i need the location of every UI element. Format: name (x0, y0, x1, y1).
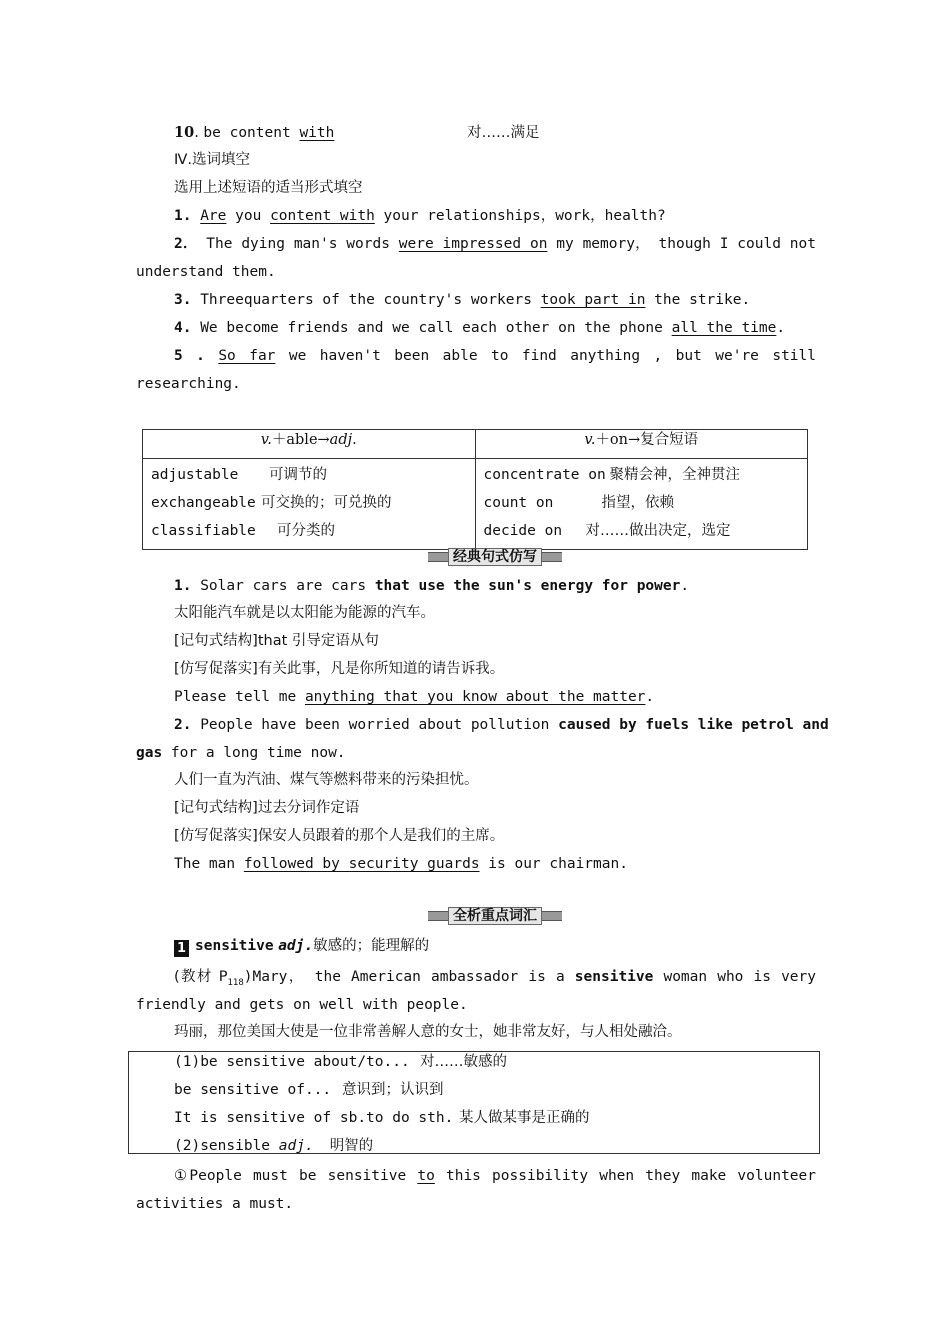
sentence-1-translation: 太阳能汽车就是以太阳能为能源的汽车。 (174, 605, 435, 621)
answer: all the time (671, 320, 777, 336)
section-banner: 全析重点词汇 (424, 907, 566, 925)
list-item: exchangeable 可交换的；可兑换的 (151, 495, 392, 511)
answer: Are (200, 208, 227, 224)
number-badge: 1 (174, 940, 189, 957)
section-heading: Ⅳ.选词填空 (174, 152, 250, 168)
list-item: concentrate on 聚精会神，全神贯注 (483, 467, 740, 483)
sentence-2-structure: [记句式结构]过去分词作定语 (174, 800, 360, 816)
usage-item: (1)be sensitive about/to... 对……敏感的 (174, 1054, 507, 1070)
sentence-1-structure: [记句式结构]that 引导定语从句 (174, 633, 379, 649)
question-4: 4. We become friends and we call each other on the phone all the time. (174, 320, 786, 336)
question-number: 2． (174, 236, 198, 252)
question-number: 3. (174, 292, 192, 308)
sentence-2-line-1: 2. People have been worried about pollution caused by fuels like petrol and (174, 717, 829, 733)
sentence-2-line-2: gas for a long time now. (136, 745, 346, 761)
answer: took part in (540, 292, 646, 308)
item-number: 10 (174, 124, 195, 141)
sentence-1-practice: [仿写促落实]有关此事，凡是你所知道的请告诉我。 (174, 661, 505, 677)
on-phrases-cell (475, 459, 808, 550)
question-3: 3. Threequarters of the country's workers took part in the strike. (174, 292, 751, 308)
vocab-translation: 玛丽，那位美国大使是一位非常善解人意的女士，她非常友好，与人相处融洽。 (174, 1024, 682, 1040)
vocab-example-line-2: friendly and gets on well with people. (136, 997, 468, 1013)
answer: followed by security guards (243, 856, 480, 872)
question-number: 4. (174, 320, 192, 336)
answer: So far (218, 348, 276, 364)
list-item: classifiable 可分类的 (151, 523, 335, 539)
table-header-on: v.＋on→复合短语 (475, 430, 808, 459)
list-item: decide on 对……做出决定，选定 (483, 523, 731, 539)
usage-item: (2)sensible adj. 明智的 (174, 1138, 374, 1154)
word-formation-table (142, 429, 808, 550)
sentence-2-translation: 人们一直为汽油、煤气等燃料带来的污染担忧。 (174, 772, 479, 788)
exercise-line-2: activities a must. (136, 1196, 294, 1212)
item-10-meaning: 对……满足 (467, 125, 540, 141)
answer: with (299, 125, 335, 141)
able-words-cell (143, 459, 476, 550)
question-2-line-2: understand them. (136, 264, 276, 280)
table-header-able: v.＋able→adj. (143, 430, 476, 459)
answer: anything that you know about the matter (304, 689, 646, 705)
question-1: 1. Are you content with your relationships，work，health? (174, 208, 666, 224)
answer: were impressed on (398, 236, 548, 252)
sentence-1: 1. Solar cars are cars that use the sun's energy for power. (174, 578, 690, 594)
vocab-example-line-1: (教材 $P_{118})Mary$， the American ambassador is a sensitive woman who is very (174, 969, 816, 988)
answer: content with (270, 208, 375, 224)
vocab-entry-heading: 1 sensitive adj.敏感的；能理解的 (174, 936, 429, 957)
phrase-text: be content (203, 125, 300, 141)
question-number: 1. (174, 208, 192, 224)
exercise-line-1: ①People must be sensitive to this possibility when they make volunteer (174, 1168, 816, 1184)
question-2-line-1: 2． The dying man's words were impressed on my memory， though I could not (174, 236, 816, 252)
sentence-2-practice: [仿写促落实]保安人员跟着的那个人是我们的主席。 (174, 828, 505, 844)
item-10: 10. be content with (174, 124, 335, 141)
question-5-line-1: 5 . So far we haven't been able to find anything , but we're still (174, 348, 816, 364)
answer: to (417, 1168, 435, 1184)
sentence-1-answer: Please tell me anything that you know about the matter. (174, 689, 655, 705)
usage-item: be sensitive of... 意识到；认识到 (174, 1082, 444, 1098)
question-number: 5 . (174, 348, 205, 364)
list-item: count on 指望，依赖 (483, 495, 674, 511)
section-banner: 经典句式仿写 (424, 548, 566, 566)
question-5-line-2: researching. (136, 376, 241, 392)
section-instruction: 选用上述短语的适当形式填空 (174, 180, 363, 196)
list-item: adjustable 可调节的 (151, 467, 327, 483)
usage-item: It is sensitive of sb.to do sth. 某人做某事是正确的 (174, 1110, 590, 1126)
sentence-2-answer: The man followed by security guards is our chairman. (174, 856, 628, 872)
